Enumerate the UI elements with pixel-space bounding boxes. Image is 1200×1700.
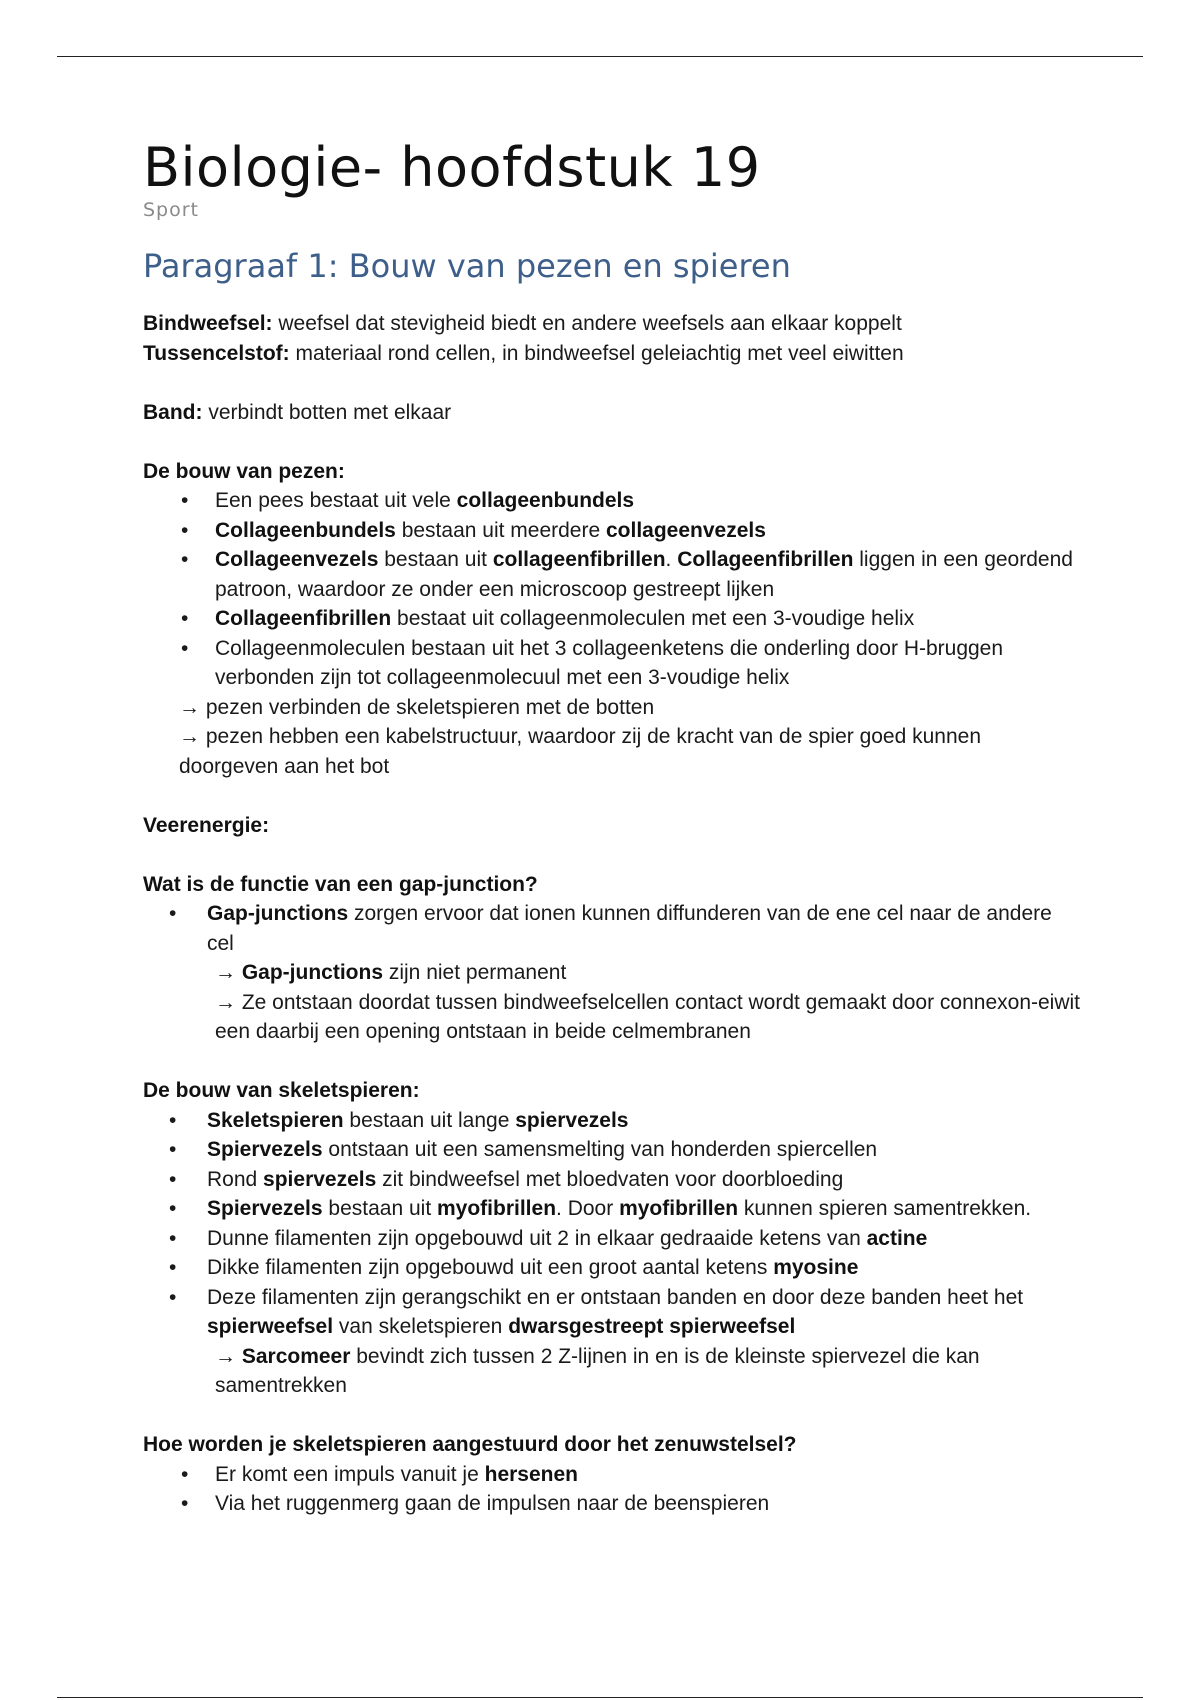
list-item: • Spiervezels ontstaan uit een samensmelting van honderden spiercellen <box>143 1135 1083 1165</box>
zenuw-heading: Hoe worden je skeletspieren aangestuurd door het zenuwstelsel? <box>143 1433 797 1457</box>
list-item: • Een pees bestaat uit vele collageenbundels <box>143 486 1083 516</box>
pezen-arrow-note: → pezen hebben een kabelstructuur, waardoor zij de kracht van de spier goed kunnen doorgeven aan het bot <box>179 725 982 778</box>
gap-junction-arrow-note: → Ze ontstaan doordat tussen bindweefselcellen contact wordt gemaakt door connexon-eiwit een daarbij een opening ontstaan in beide celmembranen <box>215 990 1080 1044</box>
pezen-arrow-note: → pezen verbinden de skeletspieren met de botten <box>179 695 655 719</box>
document-body <box>143 309 1083 1519</box>
list-item: • Collageenmoleculen bestaan uit het 3 collageenketens die onderling door H-bruggen verbonden zijn tot collageenmolecuul met een 3-voudige helix <box>143 634 1083 693</box>
list-item: • Dikke filamenten zijn opgebouwd uit een groot aantal ketens myosine <box>143 1253 1083 1283</box>
pezen-list <box>143 486 1083 693</box>
gap-junction-heading: Wat is de functie van een gap-junction? <box>143 872 538 896</box>
bullet-icon: • <box>181 607 189 631</box>
bullet-icon: • <box>169 1197 177 1221</box>
bullet-icon: • <box>169 902 177 926</box>
veerenergie-heading: Veerenergie: <box>143 813 270 837</box>
bullet-icon: • <box>181 1462 189 1486</box>
list-item: • Dunne filamenten zijn opgebouwd uit 2 in elkaar gedraaide ketens van actine <box>143 1224 1083 1254</box>
bullet-icon: • <box>181 636 189 660</box>
list-item: • Gap-junctions zorgen ervoor dat ionen kunnen diffunderen van de ene cel naar de andere cel <box>143 899 1083 958</box>
bullet-icon: • <box>181 518 189 542</box>
bullet-icon: • <box>181 548 189 572</box>
bullet-icon: • <box>181 489 189 513</box>
definition-band: Band: verbindt botten met elkaar <box>143 400 452 424</box>
list-item: • Spiervezels bestaan uit myofibrillen. Door myofibrillen kunnen spieren samentrekken. <box>143 1194 1083 1224</box>
list-item: • Skeletspieren bestaan uit lange spiervezels <box>143 1106 1083 1136</box>
list-item: • Collageenbundels bestaan uit meerdere collageenvezels <box>143 516 1083 546</box>
list-item: • Via het ruggenmerg gaan de impulsen naar de beenspieren <box>143 1489 1083 1519</box>
list-item: • Rond spiervezels zit bindweefsel met bloedvaten voor doorbloeding <box>143 1165 1083 1195</box>
zenuw-list <box>143 1460 1083 1519</box>
bullet-icon: • <box>169 1138 177 1162</box>
footer-rule <box>57 1697 1143 1698</box>
skelet-heading: De bouw van skeletspieren: <box>143 1079 420 1103</box>
list-item: • Collageenvezels bestaan uit collageenfibrillen. Collageenfibrillen liggen in een geordend patroon, waardoor ze onder een microscoop gestreept lijken <box>143 545 1083 604</box>
list-item: • Deze filamenten zijn gerangschikt en er ontstaan banden en door deze banden heet het spierweefsel van skeletspieren dwarsgestreept spierweefsel <box>143 1283 1083 1342</box>
definition-tussencelstof: Tussencelstof: materiaal rond cellen, in bindweefsel geleiachtig met veel eiwitten <box>143 341 904 365</box>
pezen-heading: De bouw van pezen: <box>143 459 345 483</box>
definition-bindweefsel: Bindweefsel: weefsel dat stevigheid biedt en andere weefsels aan elkaar koppelt <box>143 312 902 336</box>
bullet-icon: • <box>169 1108 177 1132</box>
skelet-list <box>143 1106 1083 1342</box>
gap-junction-list <box>143 899 1083 958</box>
skelet-arrow-note: → Sarcomeer bevindt zich tussen 2 Z-lijnen in en is de kleinste spiervezel die kan samentrekken <box>215 1344 980 1398</box>
document-page <box>143 138 1083 1519</box>
bullet-icon: • <box>181 1492 189 1516</box>
list-item: • Er komt een impuls vanuit je hersenen <box>143 1460 1083 1490</box>
header-rule <box>57 56 1143 57</box>
list-item: • Collageenfibrillen bestaat uit collageenmoleculen met een 3-voudige helix <box>143 604 1083 634</box>
bullet-icon: • <box>169 1226 177 1250</box>
section-heading: Paragraaf 1: Bouw van pezen en spieren <box>143 247 791 286</box>
document-title: Biologie- hoofdstuk 19 <box>143 136 761 199</box>
bullet-icon: • <box>169 1256 177 1280</box>
bullet-icon: • <box>169 1167 177 1191</box>
document-subtitle: Sport <box>143 199 200 222</box>
gap-junction-arrow-note: → Gap-junctions zijn niet permanent <box>215 961 567 985</box>
bullet-icon: • <box>169 1285 177 1309</box>
